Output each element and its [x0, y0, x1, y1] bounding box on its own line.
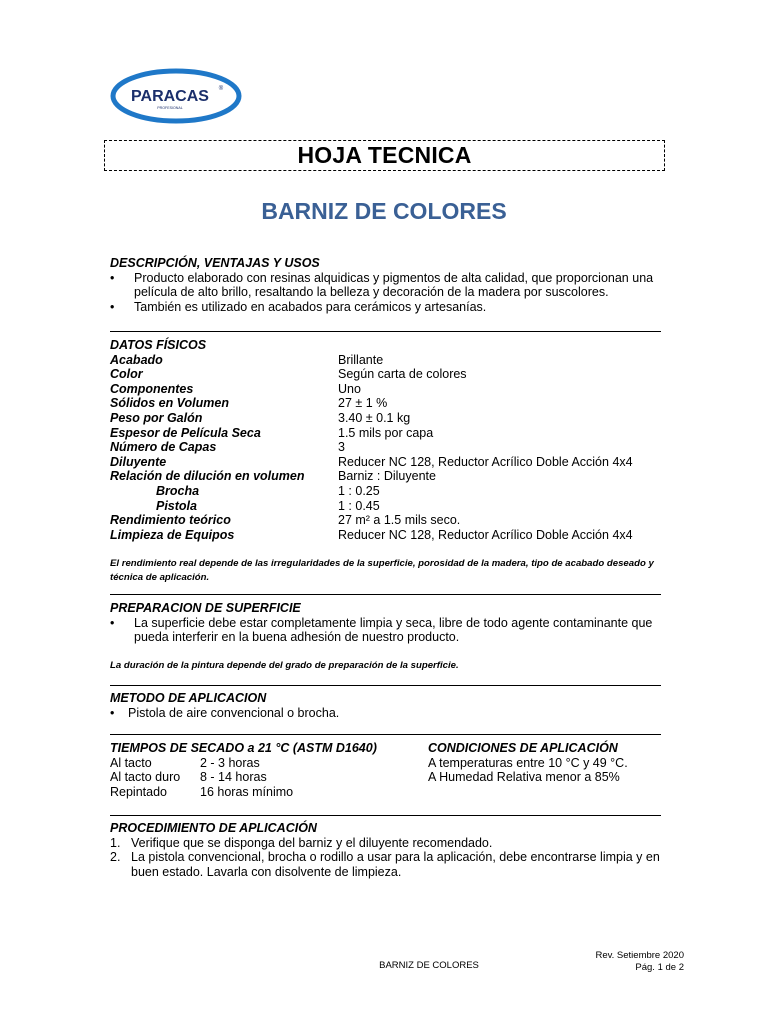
product-title: BARNIZ DE COLORES [261, 198, 507, 224]
table-row [110, 528, 662, 543]
table-row [110, 756, 410, 771]
prop-label: Diluyente [110, 454, 167, 469]
doc-title: HOJA TECNICA [297, 142, 472, 168]
prop-value: Uno [338, 381, 361, 396]
procedimiento-list [110, 836, 662, 880]
prop-label: Peso por Galón [110, 410, 203, 425]
condition-line: A temperaturas entre 10 °C y 49 °C. [428, 755, 628, 770]
table-row [110, 513, 662, 528]
prop-value: Reducer NC 128, Reductor Acrílico Doble Acción 4x4 [338, 527, 633, 542]
dry-value: 8 - 14 horas [200, 770, 267, 785]
prop-label: Componentes [110, 381, 194, 396]
table-row [110, 353, 662, 368]
dry-label: Repintado [110, 784, 167, 799]
section-title: DESCRIPCIÓN, VENTAJAS Y USOS [110, 256, 320, 270]
divider [110, 734, 661, 735]
divider [110, 594, 661, 595]
prop-label: Espesor de Película Seca [110, 425, 261, 440]
prop-value: 1 : 0.25 [338, 483, 380, 498]
prop-value: 1.5 mils por capa [338, 425, 434, 440]
table-row [110, 484, 662, 499]
list-item: • La superficie debe estar completamente limpia y seca, libre de todo agente contaminante que pueda interferir en la buena adhesión de nuestro producto. [110, 616, 662, 645]
prop-value: 1 : 0.45 [338, 498, 380, 513]
prop-label: Limpieza de Equipos [110, 527, 235, 542]
list-item: • También es utilizado en acabados para cerámicos y artesanías. [110, 300, 662, 315]
table-row [110, 770, 410, 785]
table-row [110, 499, 662, 514]
list-item [110, 836, 662, 851]
prop-value: Reducer NC 128, Reductor Acrílico Doble Acción 4x4 [338, 454, 633, 469]
paracas-logo-icon [110, 68, 242, 124]
table-row [110, 382, 662, 397]
logo-registered-mark: ® [218, 86, 224, 92]
section-tiempos-secado [110, 741, 410, 799]
table-row [110, 785, 410, 800]
section-title: PROCEDIMIENTO DE APLICACIÓN [110, 821, 317, 835]
prop-value: 3 [338, 440, 345, 455]
revision-date: Rev. Setiembre 2020 [595, 950, 684, 961]
list-item: • Pistola de aire convencional o brocha. [110, 706, 662, 721]
table-row [110, 469, 662, 484]
prop-value: Brillante [338, 352, 384, 367]
prop-value: Barniz : Diluyente [338, 469, 436, 484]
prop-label: Pistola [156, 498, 197, 513]
paracas-logo [110, 68, 242, 124]
dry-label: Al tacto duro [110, 770, 181, 785]
section-title: DATOS FÍSICOS [110, 338, 207, 352]
table-row [110, 440, 662, 455]
preparacion-note: La duración de la pintura depende del grado de preparación de la superficie. [110, 659, 459, 671]
section-preparacion [110, 601, 662, 672]
prop-value: Según carta de colores [338, 367, 467, 382]
table-row [110, 455, 662, 470]
section-procedimiento [110, 821, 662, 879]
metodo-list [110, 706, 662, 721]
step-text: La pistola convencional, brocha o rodillo a usar para la aplicación, debe encontrarse limpia y en buen estado. Lavarla con disolvente de limpieza. [131, 850, 660, 879]
prop-label: Brocha [156, 483, 200, 498]
list-item: • Producto elaborado con resinas alquidicas y pigmentos de alta calidad, que proporcionan una película de alto brillo, resaltando la belleza y decoración de la madera por suscolores. [110, 271, 662, 300]
divider [110, 815, 661, 816]
table-row [110, 396, 662, 411]
step-text: Verifique que se disponga del barniz y el diluyente recomendado. [131, 835, 493, 850]
section-title: METODO DE APLICACION [110, 691, 267, 705]
divider [110, 685, 661, 686]
section-title: CONDICIONES DE APLICACIÓN [428, 741, 618, 755]
prop-value: 3.40 ± 0.1 kg [338, 410, 411, 425]
logo-brand: PARACAS [131, 88, 209, 105]
section-title: PREPARACION DE SUPERFICIE [110, 601, 301, 615]
preparacion-list [110, 616, 662, 645]
table-row [110, 411, 662, 426]
dry-label: Al tacto [110, 755, 152, 770]
condition-line: A Humedad Relativa menor a 85% [428, 770, 620, 785]
logo-sub: PROFESIONAL [157, 106, 183, 110]
divider [110, 331, 661, 332]
prop-value: 27 ± 1 % [338, 396, 388, 411]
prop-label: Sólidos en Volumen [110, 396, 229, 411]
section-datos-fisicos [110, 338, 662, 584]
section-title: TIEMPOS DE SECADO a 21 °C (ASTM D1640) [110, 741, 377, 755]
prop-label: Acabado [110, 352, 163, 367]
prop-label: Número de Capas [110, 440, 217, 455]
footer-product: BARNIZ DE COLORES [379, 960, 479, 971]
prop-label: Relación de dilución en volumen [110, 469, 305, 484]
section-metodo [110, 691, 662, 720]
step-number: 2. [110, 850, 121, 865]
prop-value: 27 m² a 1.5 mils seco. [338, 513, 461, 528]
descripcion-list [110, 271, 662, 315]
section-condiciones [428, 741, 668, 785]
section-descripcion [110, 256, 662, 314]
dry-value: 2 - 3 horas [200, 755, 260, 770]
list-item [110, 850, 662, 879]
dry-value: 16 horas mínimo [200, 784, 294, 799]
doc-title-box [104, 140, 665, 171]
prop-label: Color [110, 367, 143, 382]
table-row [110, 426, 662, 441]
page-number: Pág. 1 de 2 [635, 961, 684, 973]
table-row [110, 367, 662, 382]
prop-label: Rendimiento teórico [110, 513, 231, 528]
step-number: 1. [110, 835, 121, 850]
rendimiento-note: El rendimiento real depende de las irregularidades de la superficie, porosidad de la madera, tipo de acabado deseado y técnica de aplicación. [110, 558, 654, 583]
